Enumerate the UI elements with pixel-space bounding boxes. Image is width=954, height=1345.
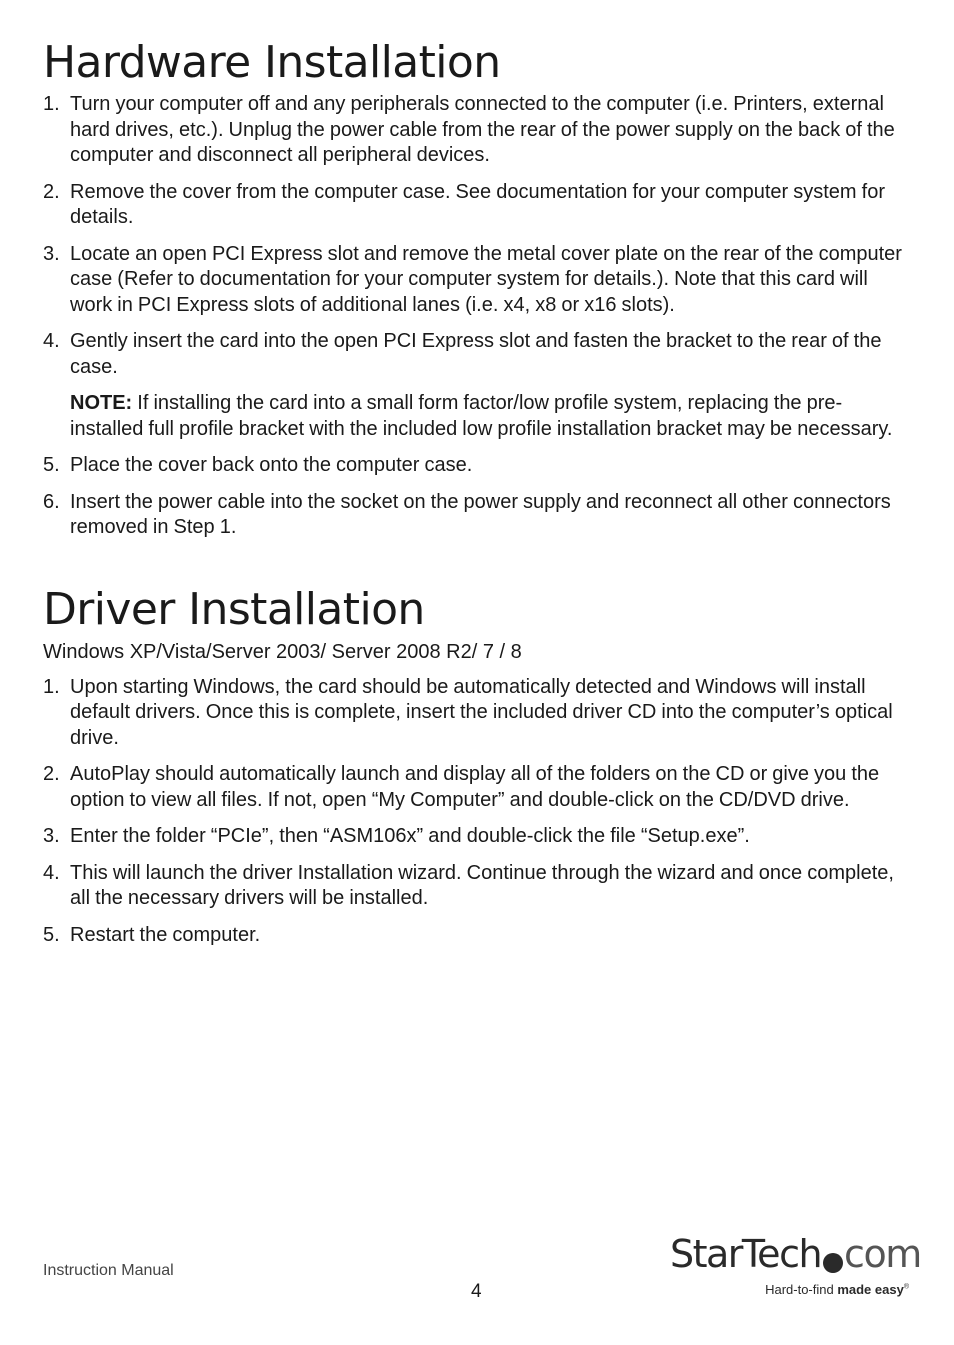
step-number: 5. <box>43 923 60 946</box>
driver-step <box>43 824 915 850</box>
tagline-start: Hard-to-find <box>765 1282 838 1297</box>
logo-brand-start: StarTech <box>670 1232 822 1276</box>
driver-steps-list <box>43 675 915 949</box>
hardware-steps-list-continued <box>43 453 915 541</box>
hardware-step <box>43 92 915 169</box>
document-page <box>43 34 915 959</box>
driver-installation-section <box>43 581 915 949</box>
driver-step <box>43 675 915 752</box>
logo-tagline <box>765 1282 909 1297</box>
driver-step <box>43 923 915 949</box>
step-text: Gently insert the card into the open PCI Express slot and fasten the bracket to the rear of the case. <box>70 330 882 378</box>
tagline-bold: made easy <box>837 1282 904 1297</box>
driver-step <box>43 861 915 912</box>
registered-mark: ® <box>903 1283 909 1291</box>
hardware-installation-title: Hardware Installation <box>43 37 501 88</box>
driver-step <box>43 762 915 813</box>
step-text: Upon starting Windows, the card should be automatically detected and Windows will install default drivers. Once this is complete, insert the included driver CD into the computer’s optical drive. <box>70 675 893 749</box>
note-label: NOTE: <box>70 392 133 414</box>
hardware-step <box>43 242 915 319</box>
step-number: 3. <box>43 825 60 847</box>
step-text: Locate an open PCI Express slot and remove the metal cover plate on the rear of the computer case (Refer to documentation for your computer system for details.). Note that this card will work in PCI Express slots of additional lanes (i.e. x4, x8 or x16 slots). <box>70 242 902 316</box>
step-number: 4. <box>43 861 60 884</box>
logo-brand-end: com <box>844 1232 921 1276</box>
step-text: Insert the power cable into the socket on the power supply and reconnect all other connectors removed in Step 1. <box>70 490 891 538</box>
hardware-installation-section <box>43 34 915 541</box>
step-number: 2. <box>43 180 60 203</box>
logo-dot-icon <box>823 1253 843 1273</box>
supported-os-line: Windows XP/Vista/Server 2003/ Server 2008 R2/ 7 / 8 <box>43 640 522 663</box>
driver-installation-title: Driver Installation <box>43 583 425 635</box>
step-text: Turn your computer off and any peripherals connected to the computer (i.e. Printers, external hard drives, etc.). Unplug the power cable from the rear of the power supply on the back of the computer and disconnect all peripheral devices. <box>70 93 895 166</box>
step-number: 5. <box>43 454 60 476</box>
hardware-step <box>43 329 915 380</box>
footer-manual-label: Instruction Manual <box>43 1262 174 1279</box>
hardware-step <box>43 453 915 479</box>
step-text: This will launch the driver Installation wizard. Continue through the wizard and once complete, all the necessary drivers will be installed. <box>70 861 894 909</box>
hardware-steps-list <box>43 92 915 380</box>
startech-logo <box>670 1232 921 1304</box>
step-text: Remove the cover from the computer case. See documentation for your computer system for details. <box>70 180 885 228</box>
step-number: 4. <box>43 330 60 352</box>
step-number: 1. <box>43 675 60 698</box>
step-number: 3. <box>43 242 60 265</box>
note-paragraph <box>70 391 915 442</box>
step-number: 6. <box>43 490 60 513</box>
hardware-step <box>43 490 915 541</box>
step-text: Enter the folder “PCIe”, then “ASM106x” and double-click the file “Setup.exe”. <box>70 825 750 847</box>
hardware-step <box>43 180 915 231</box>
step-number: 1. <box>43 93 60 115</box>
note-text: If installing the card into a small form factor/low profile system, replacing the pre-installed full profile bracket with the included low profile installation bracket may be necessary. <box>70 392 893 440</box>
page-number: 4 <box>471 1281 482 1302</box>
step-text: Restart the computer. <box>70 923 261 946</box>
step-text: AutoPlay should automatically launch and display all of the folders on the CD or give you the option to view all files. If not, open “My Computer” and double-click on the CD/DVD drive. <box>70 763 880 811</box>
step-number: 2. <box>43 763 60 785</box>
logo-wordmark <box>670 1232 921 1276</box>
step-text: Place the cover back onto the computer case. <box>70 454 473 476</box>
